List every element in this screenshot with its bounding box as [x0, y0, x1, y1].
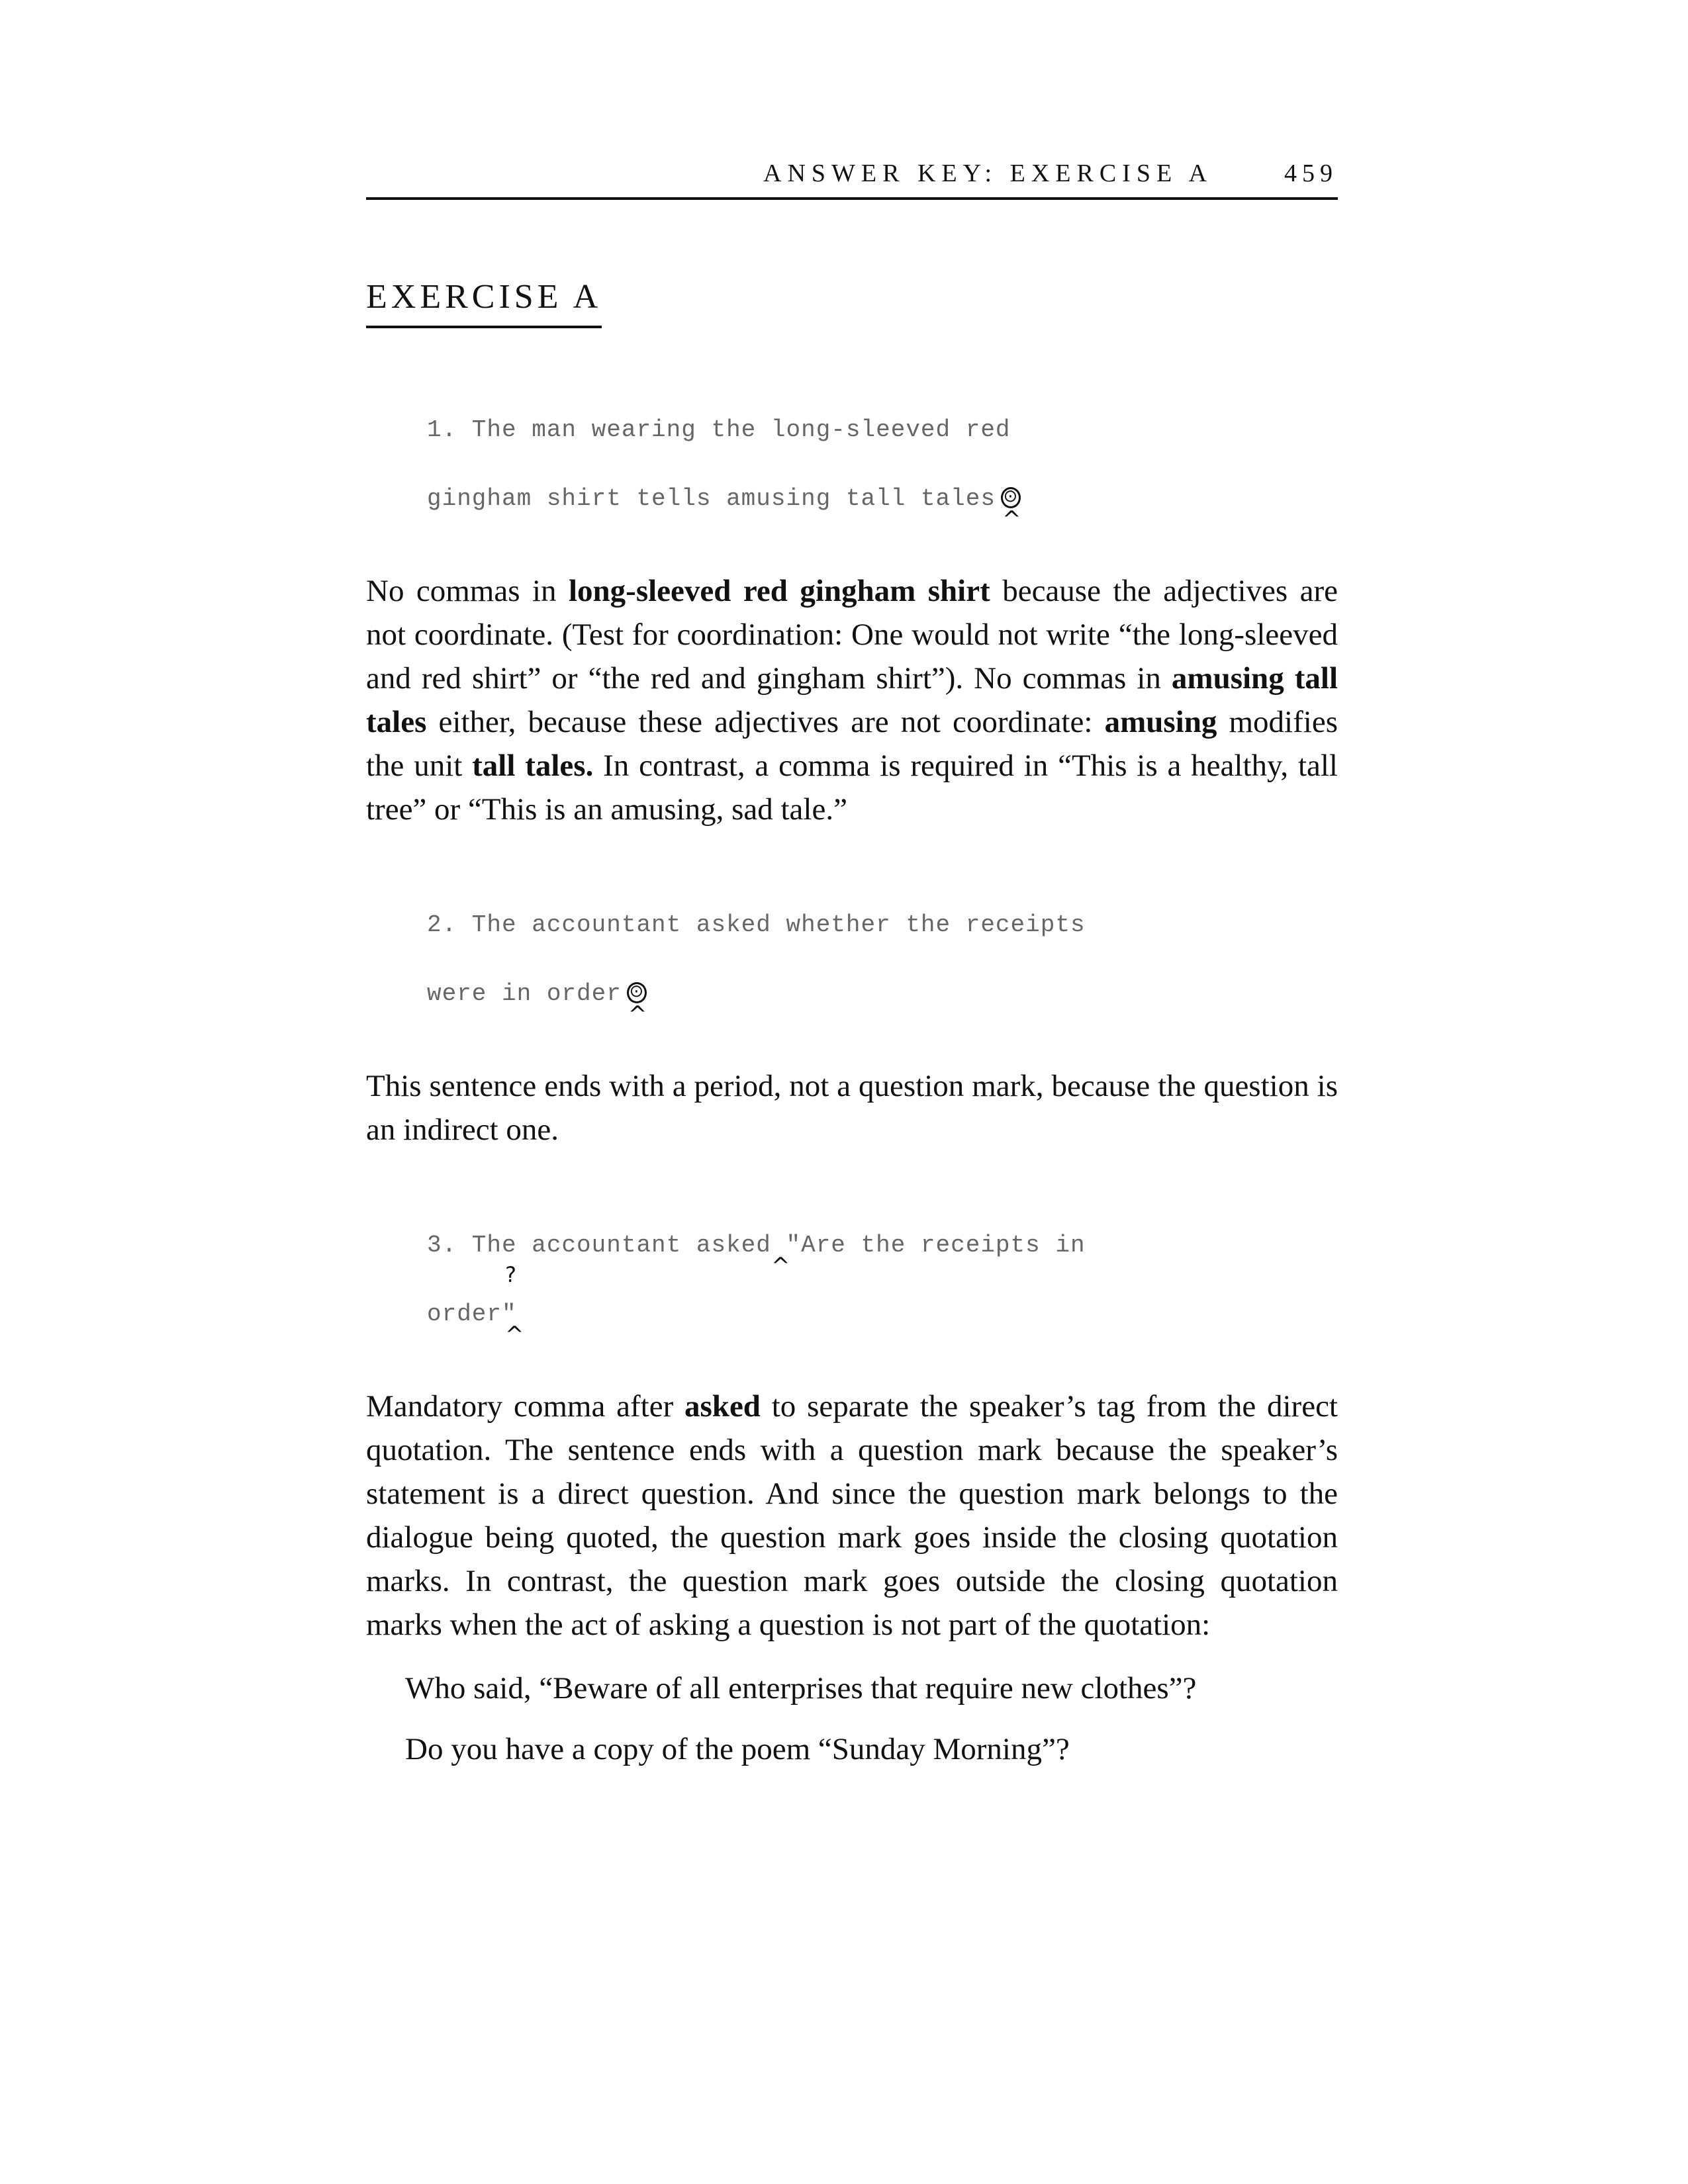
explanation-text: to separate the speaker’s tag from the direct quotation. The sentence ends with a question mark because the speaker’s statement is a direct question. And since the question mark belongs to the dialogue being quoted, the question mark goes inside the closing quotation marks. In contrast, the question mark goes outside the closing quotation marks when the act of asking a question is not part of the quotation: [366, 1389, 1338, 1642]
explanation-2: This sentence ends with a period, not a question mark, because the question is an indirect one. [366, 1069, 1338, 1147]
explanation-bold: amusing [1104, 705, 1217, 739]
typed-line [427, 911, 1338, 940]
explanation-text: modifies the unit [366, 705, 1338, 783]
typed-line [427, 484, 1338, 533]
typed-sentence-3-line-2: order" [427, 1300, 517, 1328]
typed-sentence-3-line-1: 3. The accountant asked "Are the receipts in [427, 1232, 1086, 1259]
running-title: ANSWER KEY: EXERCISE A [763, 159, 1213, 187]
explanation-bold: amusing tall tales [366, 661, 1338, 739]
typed-sentence-2-line-2: were in order [427, 980, 622, 1007]
caret-mark-icon: ^ [628, 1001, 648, 1028]
typed-line [427, 979, 1338, 1028]
typed-sentence-3 [427, 1231, 1338, 1348]
typed-sentence-2 [427, 911, 1338, 1028]
typed-sentence-1 [427, 416, 1338, 533]
example-quote-2: Do you have a copy of the poem “Sunday Morning”? [405, 1732, 1070, 1766]
inserted-period-mark-icon: ⊙ [627, 982, 647, 1003]
explanation-text: because the adjectives are not coordinate. (Test for coordination: One would not write “the long-sleeved and red shirt” or “the red and gingham shirt”). No commas in [366, 574, 1338, 696]
explanation-3 [366, 1385, 1338, 1647]
caret-mark-icon: ^ [505, 1322, 525, 1348]
typed-sentence-2-line-1: 2. The accountant asked whether the receipts [427, 911, 1086, 938]
explanation-bold: long-sleeved red gingham shirt [568, 574, 990, 608]
explanation-text: No commas in [366, 574, 569, 608]
section-heading: EXERCISE A [366, 277, 602, 328]
page [366, 158, 1338, 1771]
explanation-bold: tall tales. [472, 749, 594, 783]
correction-mark-slot [1000, 484, 1023, 533]
example-quote-1: Who said, “Beware of all enterprises that require new clothes”? [405, 1671, 1197, 1706]
typed-line [427, 1231, 1338, 1287]
inserted-period-mark-icon: ⊙ [1001, 487, 1021, 508]
typed-sentence-1-line-1: 1. The man wearing the long-sleeved red [427, 416, 1011, 443]
page-number: 459 [1284, 159, 1338, 187]
explanation-bold: asked [684, 1389, 761, 1424]
explanation-text: either, because these adjectives are not coordinate: [426, 705, 1105, 739]
typed-sentence-1-line-2: gingham shirt tells amusing tall tales [427, 485, 996, 512]
explanation-text: Mandatory comma after [366, 1389, 685, 1424]
typed-line [427, 1300, 1338, 1348]
explanation-1 [366, 569, 1338, 831]
correction-mark-slot [626, 979, 649, 1028]
comma-caret-mark-icon: ^ [771, 1253, 791, 1279]
typed-line [427, 416, 1338, 445]
inserted-question-mark-icon: ? [505, 1262, 517, 1287]
caret-mark-icon: ^ [1002, 506, 1022, 533]
explanation-text: In contrast, a comma is required in “This is a healthy, tall tree” or “This is an amusing, sad tale.” [366, 749, 1338, 827]
running-head [366, 158, 1338, 200]
